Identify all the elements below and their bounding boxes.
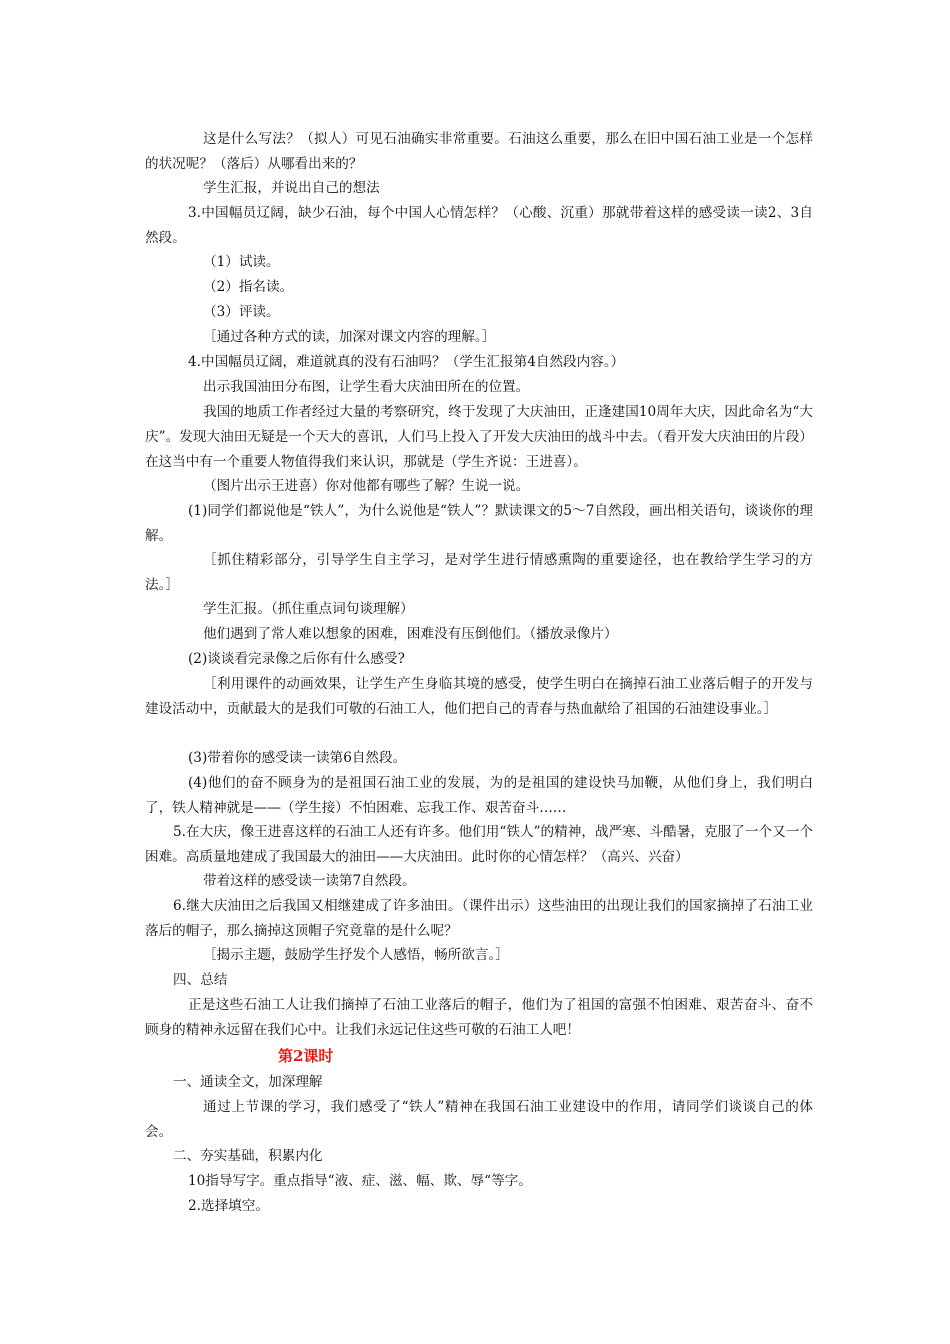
paragraph: ［揭示主题，鼓励学生抒发个人感悟，畅所欲言。］ <box>203 947 509 963</box>
paragraph: ［抓住精彩部分，引导学生自主学习，是对学生进行情感熏陶的重要途径，也在教给学生学习的方法。］ <box>145 552 813 593</box>
paragraph: 这是什么写法？（拟人）可见石油确实非常重要。石油这么重要，那么在旧中国石油工业是一个怎样的状况呢？（落后）从哪看出来的？ <box>145 131 813 172</box>
paragraph: 3.中国幅员辽阔，缺少石油，每个中国人心情怎样？（心酸、沉重）那就带着这样的感受读一读2、3自然段。 <box>145 205 813 246</box>
section-heading: 四、总结 <box>173 972 228 988</box>
paragraph: 6.继大庆油田之后我国又相继建成了许多油田。（课件出示）这些油田的出现让我们的国家摘掉了石油工业落后的帽子，那么摘掉这顶帽子究竟靠的是什么呢？ <box>145 898 813 939</box>
paragraph: （2）指名读。 <box>203 279 294 295</box>
paragraph: 通过上节课的学习，我们感受了“铁人”精神在我国石油工业建设中的作用，请同学们谈谈自己的体会。 <box>145 1099 813 1140</box>
paragraph: ［利用课件的动画效果，让学生产生身临其境的感受，使学生明白在摘掉石油工业落后帽子的开发与建设活动中，贡献最大的是我们可敬的石油工人，他们把自己的青春与热血献给了祖国的石油建设事业。］ <box>145 676 813 717</box>
section-heading: 一、通读全文，加深理解 <box>173 1074 323 1090</box>
paragraph: 正是这些石油工人让我们摘掉了石油工业落后的帽子，他们为了祖国的富强不怕困难、艰苦奋斗、奋不顾身的精神永远留在我们心中。让我们永远记住这些可敬的石油工人吧！ <box>145 997 813 1038</box>
paragraph: 我国的地质工作者经过大量的考察研究，终于发现了大庆油田，正逢建国10周年大庆，因此命名为“大庆”。发现大油田无疑是一个天大的喜讯，人们马上投入了开发大庆油田的战斗中去。（看开发大庆油田的片段）在这当中有一个重要人物值得我们来认识，那就是（学生齐说：王进喜）。 <box>145 404 813 470</box>
paragraph: (2)谈谈看完录像之后你有什么感受? <box>188 651 405 667</box>
paragraph: 他们遇到了常人难以想象的困难，困难没有压倒他们。（播放录像片） <box>203 626 618 642</box>
paragraph: （3）评读。 <box>203 304 280 320</box>
paragraph: 4.中国幅员辽阔，难道就真的没有石油吗？（学生汇报第4自然段内容。） <box>188 354 625 370</box>
paragraph: 学生汇报。（抓住重点词句谈理解） <box>203 601 414 617</box>
paragraph: (4)他们的奋不顾身为的是祖国石油工业的发展，为的是祖国的建设快马加鞭，从他们身上，我们明白了，铁人精神就是——（学生接）不怕困难、忘我工作、艰苦奋斗…… <box>145 775 813 816</box>
paragraph: （1）试读。 <box>203 254 280 270</box>
lesson-heading: 第2课时 <box>278 1047 334 1065</box>
paragraph: (3)带着你的感受读一读第6自然段。 <box>188 750 407 766</box>
paragraph: 出示我国油田分布图，让学生看大庆油田所在的位置。 <box>203 379 530 395</box>
paragraph: ［通过各种方式的读，加深对课文内容的理解。］ <box>203 329 496 345</box>
paragraph: 10指导写字。重点指导“液、症、滋、幅、欺、辱“等字。 <box>188 1173 532 1189</box>
paragraph: 带着这样的感受读一读第7自然段。 <box>203 873 416 889</box>
paragraph: 5.在大庆，像王进喜这样的石油工人还有许多。他们用“铁人”的精神，战严寒、斗酷暑，克服了一个又一个困难。高质量地建成了我国最大的油田——大庆油田。此时你的心情怎样？（高兴、兴奋） <box>145 824 813 865</box>
paragraph: （图片出示王进喜）你对他都有哪些了解？生说一说。 <box>203 478 530 494</box>
paragraph: 2.选择填空。 <box>188 1198 269 1214</box>
paragraph: (1)同学们都说他是“铁人”，为什么说他是“铁人”？默读课文的5～7自然段，画出相关语句，谈谈你的理解。 <box>145 503 813 544</box>
paragraph: 学生汇报，并说出自己的想法 <box>203 180 380 196</box>
section-heading: 二、夯实基础，积累内化 <box>173 1148 323 1164</box>
